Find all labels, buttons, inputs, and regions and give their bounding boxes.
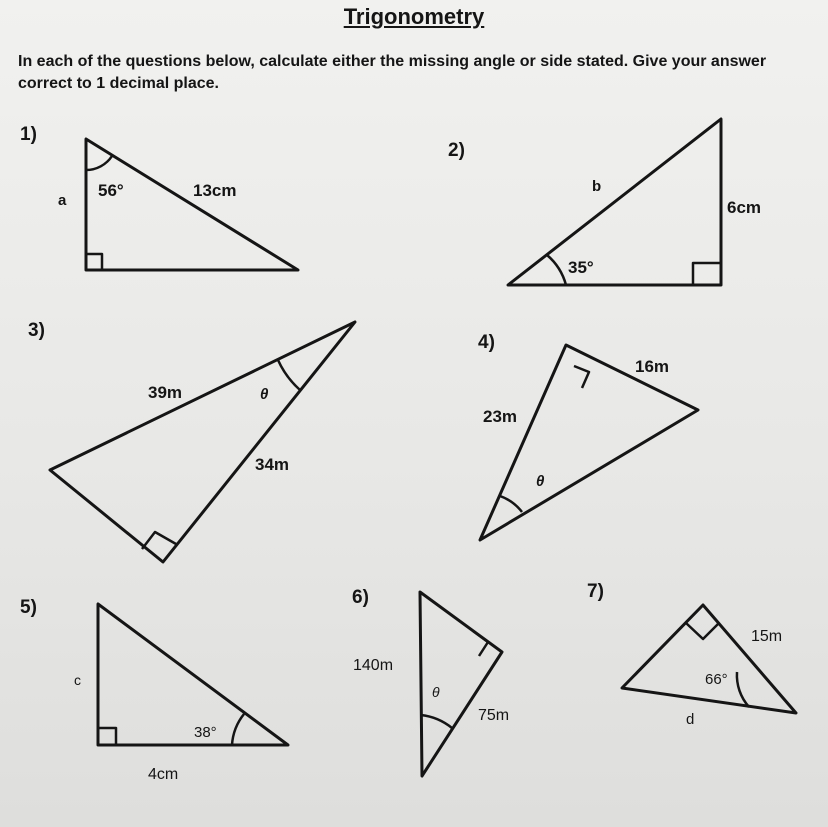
label-q6-side-2: 75m bbox=[478, 707, 510, 724]
label-q7-angle: 66° bbox=[705, 671, 728, 688]
question-6-number: 6) bbox=[352, 587, 369, 608]
label-q2-side-b: b bbox=[592, 178, 602, 195]
triangle-q2 bbox=[508, 119, 721, 285]
angle-arc-q4 bbox=[500, 496, 522, 512]
question-7-number: 7) bbox=[587, 581, 604, 602]
question-5-number: 5) bbox=[20, 597, 37, 618]
angle-arc-q5 bbox=[232, 714, 244, 745]
label-q4-angle: θ bbox=[536, 473, 545, 490]
question-3-number: 3) bbox=[28, 320, 45, 341]
right-angle-q1 bbox=[86, 254, 102, 270]
label-q1-side-a: a bbox=[58, 192, 67, 209]
right-angle-q3 bbox=[142, 532, 176, 549]
label-q7-side-d: d bbox=[686, 711, 695, 728]
label-q3-side-2: 34m bbox=[255, 455, 290, 474]
right-angle-q4 bbox=[574, 366, 589, 388]
label-q1-angle: 56° bbox=[98, 181, 124, 200]
label-q2-angle: 35° bbox=[568, 258, 594, 277]
question-2-number: 2) bbox=[448, 140, 465, 161]
angle-arc-q7 bbox=[737, 672, 749, 707]
right-angle-q7 bbox=[686, 623, 719, 639]
angle-arc-q3 bbox=[278, 360, 300, 390]
question-1-number: 1) bbox=[20, 124, 37, 145]
angle-arc-q6 bbox=[421, 715, 452, 728]
triangle-q1 bbox=[86, 139, 298, 270]
label-q5-side-c: c bbox=[74, 672, 81, 688]
label-q6-side-1: 140m bbox=[353, 657, 394, 674]
instructions-text: In each of the questions below, calculate either the missing angle or side stated. Give your answer correct to 1 decimal place. bbox=[18, 53, 767, 92]
label-q6-angle: θ bbox=[432, 684, 440, 700]
label-q4-side-1: 16m bbox=[635, 357, 670, 376]
label-q4-side-2: 23m bbox=[483, 407, 518, 426]
label-q1-hyp: 13cm bbox=[193, 181, 237, 200]
question-4-number: 4) bbox=[478, 332, 495, 353]
label-q2-side-opp: 6cm bbox=[727, 198, 762, 217]
label-q3-side-1: 39m bbox=[148, 383, 183, 402]
angle-arc-q2 bbox=[547, 255, 566, 285]
triangle-q5 bbox=[98, 604, 288, 745]
triangle-q3 bbox=[50, 322, 355, 562]
label-q3-angle: θ bbox=[260, 386, 269, 403]
right-angle-q2 bbox=[693, 263, 721, 285]
label-q5-side-adj: 4cm bbox=[148, 766, 179, 783]
label-q5-angle: 38° bbox=[194, 724, 217, 741]
label-q7-side-1: 15m bbox=[751, 628, 783, 645]
angle-arc-q1 bbox=[86, 156, 112, 170]
triangle-q7 bbox=[622, 605, 796, 713]
worksheet-title: Trigonometry bbox=[343, 4, 485, 29]
right-angle-q5 bbox=[98, 728, 116, 745]
